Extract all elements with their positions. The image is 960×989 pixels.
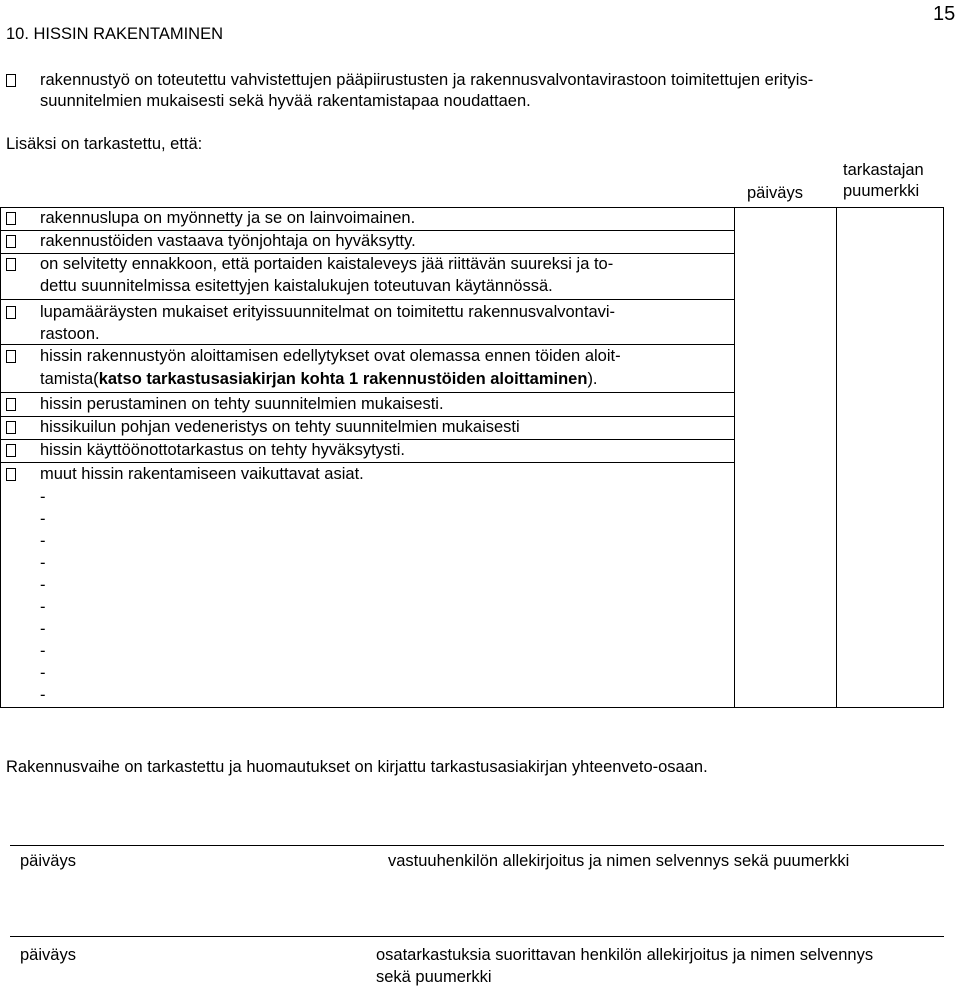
- page-number: 15: [933, 3, 956, 25]
- item-3-text-line1: on selvitetty ennakkoon, että portaiden kaistaleveys jää riittävän suureksi ja to-: [40, 255, 614, 273]
- checkbox-item-6[interactable]: [6, 398, 16, 411]
- signature-1-date-label: päiväys: [20, 852, 76, 870]
- date-column-header: päiväys: [747, 184, 803, 202]
- checkbox-item-7[interactable]: [6, 421, 16, 434]
- item-4-text-line1: lupamääräysten mukaiset erityissuunnitelmat on toimitettu rakennusvalvontavi-: [40, 303, 616, 321]
- checkbox-item-9[interactable]: [6, 468, 16, 481]
- table-left-border: [0, 207, 1, 708]
- dash-line: -: [40, 510, 46, 528]
- row-divider: [0, 299, 734, 300]
- checkbox-item-8[interactable]: [6, 444, 16, 457]
- item-5-text-line2: tamista(katso tarkastusasiakirjan kohta 1 rakennustöiden aloittaminen).: [40, 370, 598, 388]
- dash-line: -: [40, 620, 46, 638]
- table-divider-date: [734, 207, 735, 708]
- intro-line-2: suunnitelmien mukaisesti sekä hyvää rakentamistapaa noudattaen.: [40, 92, 531, 110]
- table-right-border: [943, 207, 944, 708]
- inspector-header-line1: tarkastajan: [843, 161, 924, 179]
- row-divider: [0, 462, 734, 463]
- summary-text: Rakennusvaihe on tarkastettu ja huomautukset on kirjattu tarkastusasiakirjan yhteenveto-osaan.: [6, 758, 708, 776]
- checkbox-item-1[interactable]: [6, 212, 16, 225]
- checkbox-item-5[interactable]: [6, 350, 16, 363]
- intro-line-1: rakennustyö on toteutettu vahvistettujen pääpiirustusten ja rakennusvalvontavirastoon toimitettujen erityis-: [40, 71, 814, 89]
- dash-line: -: [40, 576, 46, 594]
- item-6-text: hissin perustaminen on tehty suunnitelmien mukaisesti.: [40, 395, 444, 413]
- lisaksi-heading: Lisäksi on tarkastettu, että:: [6, 135, 203, 153]
- item-5-text-line1: hissin rakennustyön aloittamisen edellytykset ovat olemassa ennen töiden aloit-: [40, 347, 621, 365]
- dash-line: -: [40, 532, 46, 550]
- checkbox-item-2[interactable]: [6, 235, 16, 248]
- checkbox-intro[interactable]: [6, 74, 16, 87]
- item-5-bold-reference: katso tarkastusasiakirjan kohta 1 rakennustöiden aloittaminen: [98, 370, 588, 388]
- item-2-text: rakennustöiden vastaava työnjohtaja on hyväksytty.: [40, 232, 416, 250]
- inspector-header-line2: puumerkki: [843, 182, 920, 200]
- item-3-text-line2: dettu suunnitelmissa esitettyjen kaistalukujen toteutuvan käytännössä.: [40, 277, 553, 295]
- signature-2-date-label: päiväys: [20, 946, 76, 964]
- dash-line: -: [40, 488, 46, 506]
- item-9-text: muut hissin rakentamiseen vaikuttavat asiat.: [40, 465, 364, 483]
- section-title: 10. HISSIN RAKENTAMINEN: [6, 25, 223, 43]
- table-bottom-border: [0, 707, 944, 708]
- item-8-text: hissin käyttöönottotarkastus on tehty hyväksytysti.: [40, 441, 406, 459]
- signature-line-1: [10, 845, 944, 846]
- signature-2-label-line2: sekä puumerkki: [376, 968, 492, 986]
- item-1-text: rakennuslupa on myönnetty ja se on lainvoimainen.: [40, 209, 416, 227]
- item-4-text-line2: rastoon.: [40, 325, 100, 343]
- table-divider-inspector: [836, 207, 837, 708]
- item-7-text: hissikuilun pohjan vedeneristys on tehty suunnitelmien mukaisesti: [40, 418, 520, 436]
- row-divider: [0, 344, 734, 345]
- checkbox-item-4[interactable]: [6, 306, 16, 319]
- row-divider: [0, 392, 734, 393]
- dash-line: -: [40, 664, 46, 682]
- dash-line: -: [40, 554, 46, 572]
- dash-line: -: [40, 686, 46, 704]
- dash-line: -: [40, 642, 46, 660]
- signature-line-2: [10, 936, 944, 937]
- checkbox-item-3[interactable]: [6, 258, 16, 271]
- signature-2-label-line1: osatarkastuksia suorittavan henkilön allekirjoitus ja nimen selvennys: [376, 946, 874, 964]
- signature-1-label: vastuuhenkilön allekirjoitus ja nimen selvennys sekä puumerkki: [388, 852, 850, 870]
- dash-line: -: [40, 598, 46, 616]
